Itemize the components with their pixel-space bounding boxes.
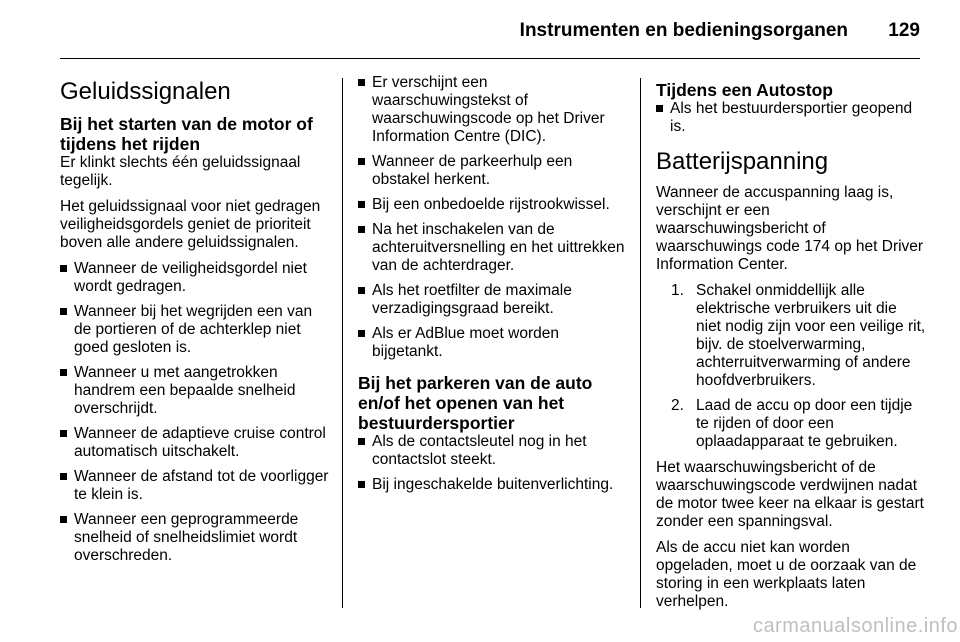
step-number: 2. [671,397,684,414]
paragraph: Het waarschuwingsbericht of de waarschuwingscode verdwijnen nadat de motor twee keer na elkaar is gestart zonder een spanningsval. [656,459,924,530]
paragraph: Er klinkt slechts één geluidssignaal tegelijk. [60,154,301,189]
column-2 [358,74,628,501]
paragraph: Als de accu niet kan worden opgeladen, moet u de oorzaak van de storing in een werkplaats laten verhelpen. [656,539,917,610]
column-divider-2 [640,78,641,608]
watermark: carmanualsonline.info [752,615,958,637]
page-header [60,18,920,46]
subheading-autostop: Tijdens een Autostop [656,80,833,100]
list-item [656,282,926,390]
step-text: Schakel onmiddellijk alle elektrische verbruikers uit die niet nodig zijn voor een veilige rit, bijv. de stoelverwarming, achterruitverwarming of andere hoofdverbruikers. [696,282,926,389]
step-number: 1. [671,282,684,299]
list-item: Wanneer bij het wegrijden een van de portieren of de achterklep niet goed gesloten is. [60,303,332,357]
list-item [656,397,926,451]
column-divider-1 [342,78,343,608]
section-heading-batterijspanning: Batterijspanning [656,148,829,175]
paragraph: Het geluidssignaal voor niet gedragen veiligheidsgordels geniet de prioriteit boven alle andere geluidssignalen. [60,198,321,251]
bullet-list [60,260,332,565]
bullet-list [358,74,628,361]
list-item: Als de contactsleutel nog in het contactslot steekt. [358,433,628,469]
list-item: Wanneer u met aangetrokken handrem een bepaalde snelheid overschrijdt. [60,364,332,418]
list-item: Wanneer de parkeerhulp een obstakel herkent. [358,153,628,189]
subheading-parkeren: Bij het parkeren van de auto en/of het openen van het bestuurdersportier [358,373,593,433]
list-item: Als het roetfilter de maximale verzadigingsgraad bereikt. [358,282,628,318]
page-number: 129 [888,20,920,41]
list-item: Wanneer de veiligheidsgordel niet wordt gedragen. [60,260,332,296]
list-item: Na het inschakelen van de achteruitversnelling en het uittrekken van de achterdrager. [358,221,628,275]
chapter-title: Instrumenten en bedieningsorganen [519,20,848,41]
step-text: Laad de accu op door een tijdje te rijden of door een oplaadapparaat te gebruiken. [696,397,913,450]
list-item: Bij een onbedoelde rijstrookwissel. [358,196,628,214]
subheading-starten: Bij het starten van de motor of tijdens het rijden [60,114,313,154]
list-item: Wanneer een geprogrammeerde snelheid of snelheidslimiet wordt overschreden. [60,511,332,565]
paragraph: Wanneer de accuspanning laag is, verschijnt er een waarschuwingsbericht of waarschuwings code 174 op het Driver Information Center. [656,184,924,273]
list-item: Wanneer de afstand tot de voorligger te klein is. [60,468,332,504]
numbered-list [656,282,926,451]
column-3 [656,80,926,619]
list-item: Bij ingeschakelde buitenverlichting. [358,476,628,494]
list-item: Als er AdBlue moet worden bijgetankt. [358,325,628,361]
list-item: Wanneer de adaptieve cruise control automatisch uitschakelt. [60,425,332,461]
bullet-list [656,100,926,136]
section-heading-geluidssignalen: Geluidssignalen [60,78,231,105]
list-item: Als het bestuurdersportier geopend is. [656,100,926,136]
bullet-list [358,433,628,494]
header-rule [60,58,920,59]
column-1 [60,74,332,572]
list-item: Er verschijnt een waarschuwingstekst of waarschuwingscode op het Driver Information Centre (DIC). [358,74,628,146]
